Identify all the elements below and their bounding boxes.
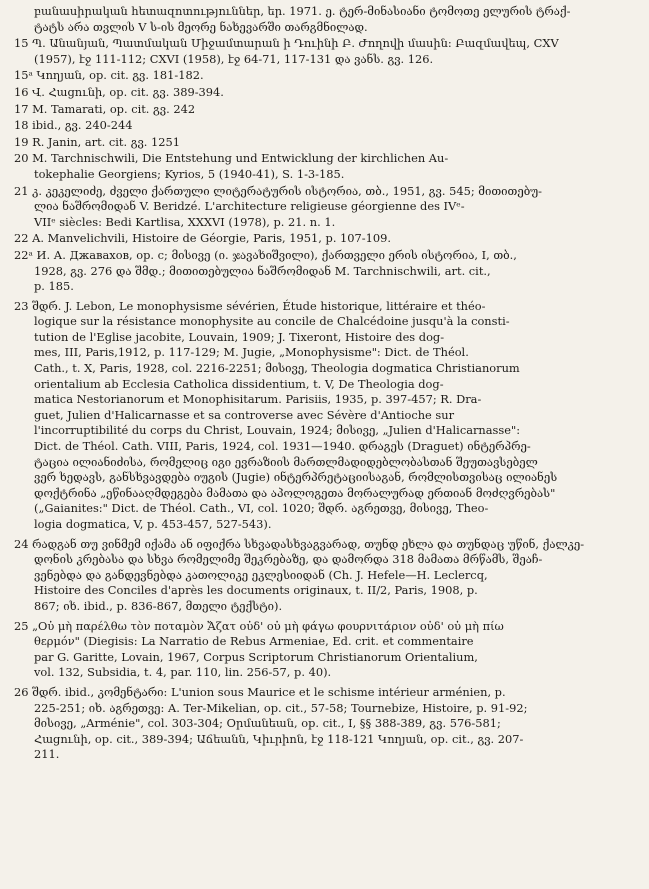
footnote-16	[14, 85, 635, 101]
text-line: vol. 132, Subsidia, t. 4, par. 110, lin. 256-57, p. 40).	[34, 665, 332, 680]
footnote-22a	[14, 248, 635, 295]
text-line: 15ᵃ Կողյան, op. cit. გვ. 181-182.	[14, 68, 204, 83]
text-line: VIIᵉ siècles: Bedi Kartlisa, XXXVI (1978), p. 21. n. 1.	[34, 214, 336, 229]
text-line: 867; იხ. ibid., p. 836-867, მთელი ტექსტი).	[34, 598, 283, 613]
text-line: 23 შდრ. J. Lebon, Le monophysisme sévérien, Étude historique, littéraire et théo-	[14, 298, 486, 313]
text-line: logia dogmatica, V, p. 453-457, 527-543).	[34, 517, 272, 531]
text-line: 25 „Οὐ μὴ παρέλθω τὸν ποταμὸν Ἄζατ οὐδ' οὐ μὴ φάγω φουρνιτάριον οὐδ' οὐ μὴ πίω	[14, 618, 504, 633]
text-line: 22 A. Manvelichvili, Histoire de Géorgie, Paris, 1951, p. 107-109.	[14, 231, 392, 246]
text-line: tution de l'Eglise jacobite, Louvain, 1909; J. Tixeront, Histoire des dog-	[34, 329, 445, 344]
text-line: Dict. de Théol. Cath. VIII, Paris, 1924, col. 1931—1940. დრაგეს (Draguet) ინტერპრე-	[34, 439, 531, 454]
text-line: 26 შდრ. ibid., კომენტარი: L'union sous Maurice et le schisme intérieur arménien, p.	[14, 684, 506, 699]
text-line: բանասիրական հետազոտություններ, եր. 1971. ე. ტერ-მინასიანი ტომოთე ელურის ტრაქ-	[34, 4, 571, 18]
text-line: ვერ ხედავს, განსხვავდება იუგის (Jugie) ინტერპრეტაციისაგან, რომლისთვისაც ილიანეს	[34, 470, 558, 485]
text-line: logique sur la résistance monophysite au concile de Chalcédoine jusqu'à la consti-	[34, 314, 510, 329]
text-line: guet, Julien d'Halicarnasse et sa controverse avec Sévère d'Antioche sur	[34, 407, 455, 422]
footnote-18	[14, 118, 635, 134]
text-line: 21 კ. კეკელიძე, ძველი ქართული ლიტერატურის ისტორია, თბ., 1951, გვ. 545; მითითებუ-	[14, 183, 543, 198]
text-line: 16 Վ. Հացունի, op. cit. გვ. 389-394.	[14, 84, 224, 99]
text-line: 20 M. Tarchnischwili, Die Entstehung und Entwicklung der kirchlichen Au-	[14, 151, 449, 166]
footnote-19	[14, 135, 635, 151]
text-line: 22ᵃ И. А. Джавахов, op. c; მისივე (ი. ჯავახიშვილი), ქართველი ერის ისტორია, I, თბ.,	[14, 247, 517, 262]
text-line: 225-251; იხ. აგრეთვე: A. Ter-Mikelian, op. cit., 57-58; Tournebize, Histoire, p. 91-92;	[34, 700, 528, 715]
footnote-21	[14, 184, 635, 231]
text-line: Cath., t. X, Paris, 1928, col. 2216-2251; მისივე, Theologia dogmatica Christianorum	[34, 361, 520, 376]
text-line: დონის კრებასა და სხვა რომელიმე შეკრებაზე, და დამორდა 318 მამათა მრწამს, შეაჩ-	[34, 552, 543, 567]
text-line: orientalium ab Ecclesia Catholica dissidentium, t. V, De Theologia dog-	[34, 376, 444, 391]
text-line: მისივე, „Arménie", col. 303-304; Օրմանեան, op. cit., I, §§ 388-389, გვ. 576-581;	[34, 716, 501, 731]
footnote-15a	[14, 68, 635, 84]
text-line: ტაცია ილიანიძისა, რომელიც იგი ევრაზიის მართლმადიდებლობასთან შეუთავსებელ	[34, 454, 538, 469]
footnote-15	[14, 36, 635, 67]
text-line: Հացունի, op. cit., 389-394; Աճեանն, Կիւրիոն, էջ 118-121 Կողյան, op. cit., გვ. 207-	[34, 731, 524, 746]
footnote-24	[14, 537, 635, 615]
text-line: 17 M. Tamarati, op. cit. გვ. 242	[14, 101, 196, 116]
text-line: ლია ნაშრომიდან V. Beridzé. L'architecture religieuse géorgienne des IVᵉ-	[34, 199, 465, 214]
footnote-22	[14, 231, 635, 247]
text-line: par G. Garitte, Lovain, 1967, Corpus Scriptorum Christianorum Orientalium,	[34, 649, 478, 664]
footnote-26	[14, 685, 635, 763]
footnote-20	[14, 151, 635, 182]
text-line: Histoire des Conciles d'après les documents originaux, t. II/2, Paris, 1908, p.	[34, 583, 478, 598]
footnote-23	[14, 299, 635, 533]
text-line: დოქტრინა „ეწინააღმდეგება მამათა და აპოლოგეთა მორალურად ერთიან მოძღვრებას"	[34, 485, 556, 500]
text-line: 1928, გვ. 276 და შმდ.; მითითებულია ნაშრომიდან M. Tarchnischwili, art. cit.,	[34, 263, 491, 278]
footnote-17	[14, 102, 635, 118]
text-line: mes, III, Paris,1912, p. 117-129; M. Jugie, „Monophysisme": Dict. de Théol.	[34, 345, 469, 360]
text-line: 24 რადგან თუ ვინმემ იქამა ან იფიქრა სხვადასხვაგვარად, თუნდ ეხლა და თუნდაც უწინ, ქალკე-	[14, 536, 585, 551]
text-line: 15 Պ. Անանյան, Պատմական Միջամտարան ի Դուինի Բ. Ժողովի մասին: Բազմավեպ, CXV	[14, 36, 559, 51]
text-line: (1957), էջ 111-112; CXVI (1958), էջ 64-71, 117-131 და ვანს. გვ. 126.	[34, 51, 434, 66]
text-line: ტატს არა თვლის V ს-ის მეორე ნახევარში თარგმნილად.	[34, 19, 368, 34]
text-line: l'incorruptibilité du corps du Christ, Louvain, 1924; მისივე, „Julien d'Halicarnasse":	[34, 423, 521, 438]
text-line: ვენებდა და განდევნებდა კათოლიკე ეკლესიიდან (Ch. J. Hefele—H. Leclercq,	[34, 567, 488, 582]
text-line: p. 185.	[34, 279, 74, 294]
footnote-14-continuation	[14, 4, 635, 35]
text-line: 19 R. Janin, art. cit. გვ. 1251	[14, 134, 181, 149]
text-line: 18 ibid., გვ. 240-244	[14, 118, 133, 133]
text-line: („Gaianites:" Dict. de Théol. Cath., VI, col. 1020; შდრ. აგრეთვე, მისივე, Theo-	[34, 501, 489, 516]
text-line: matica Nestorianorum et Monophisitarum. Parisiis, 1935, p. 397-457; R. Dra-	[34, 392, 482, 407]
text-line: tokephalie Georgiens; Kyrios, 5 (1940-41), S. 1-3-185.	[34, 166, 345, 181]
text-line: θερμόν" (Diegisis: La Narratio de Rebus Armeniae, Ed. crit. et commentaire	[34, 634, 474, 649]
footnote-25	[14, 619, 635, 681]
text-line: 211.	[34, 747, 60, 762]
